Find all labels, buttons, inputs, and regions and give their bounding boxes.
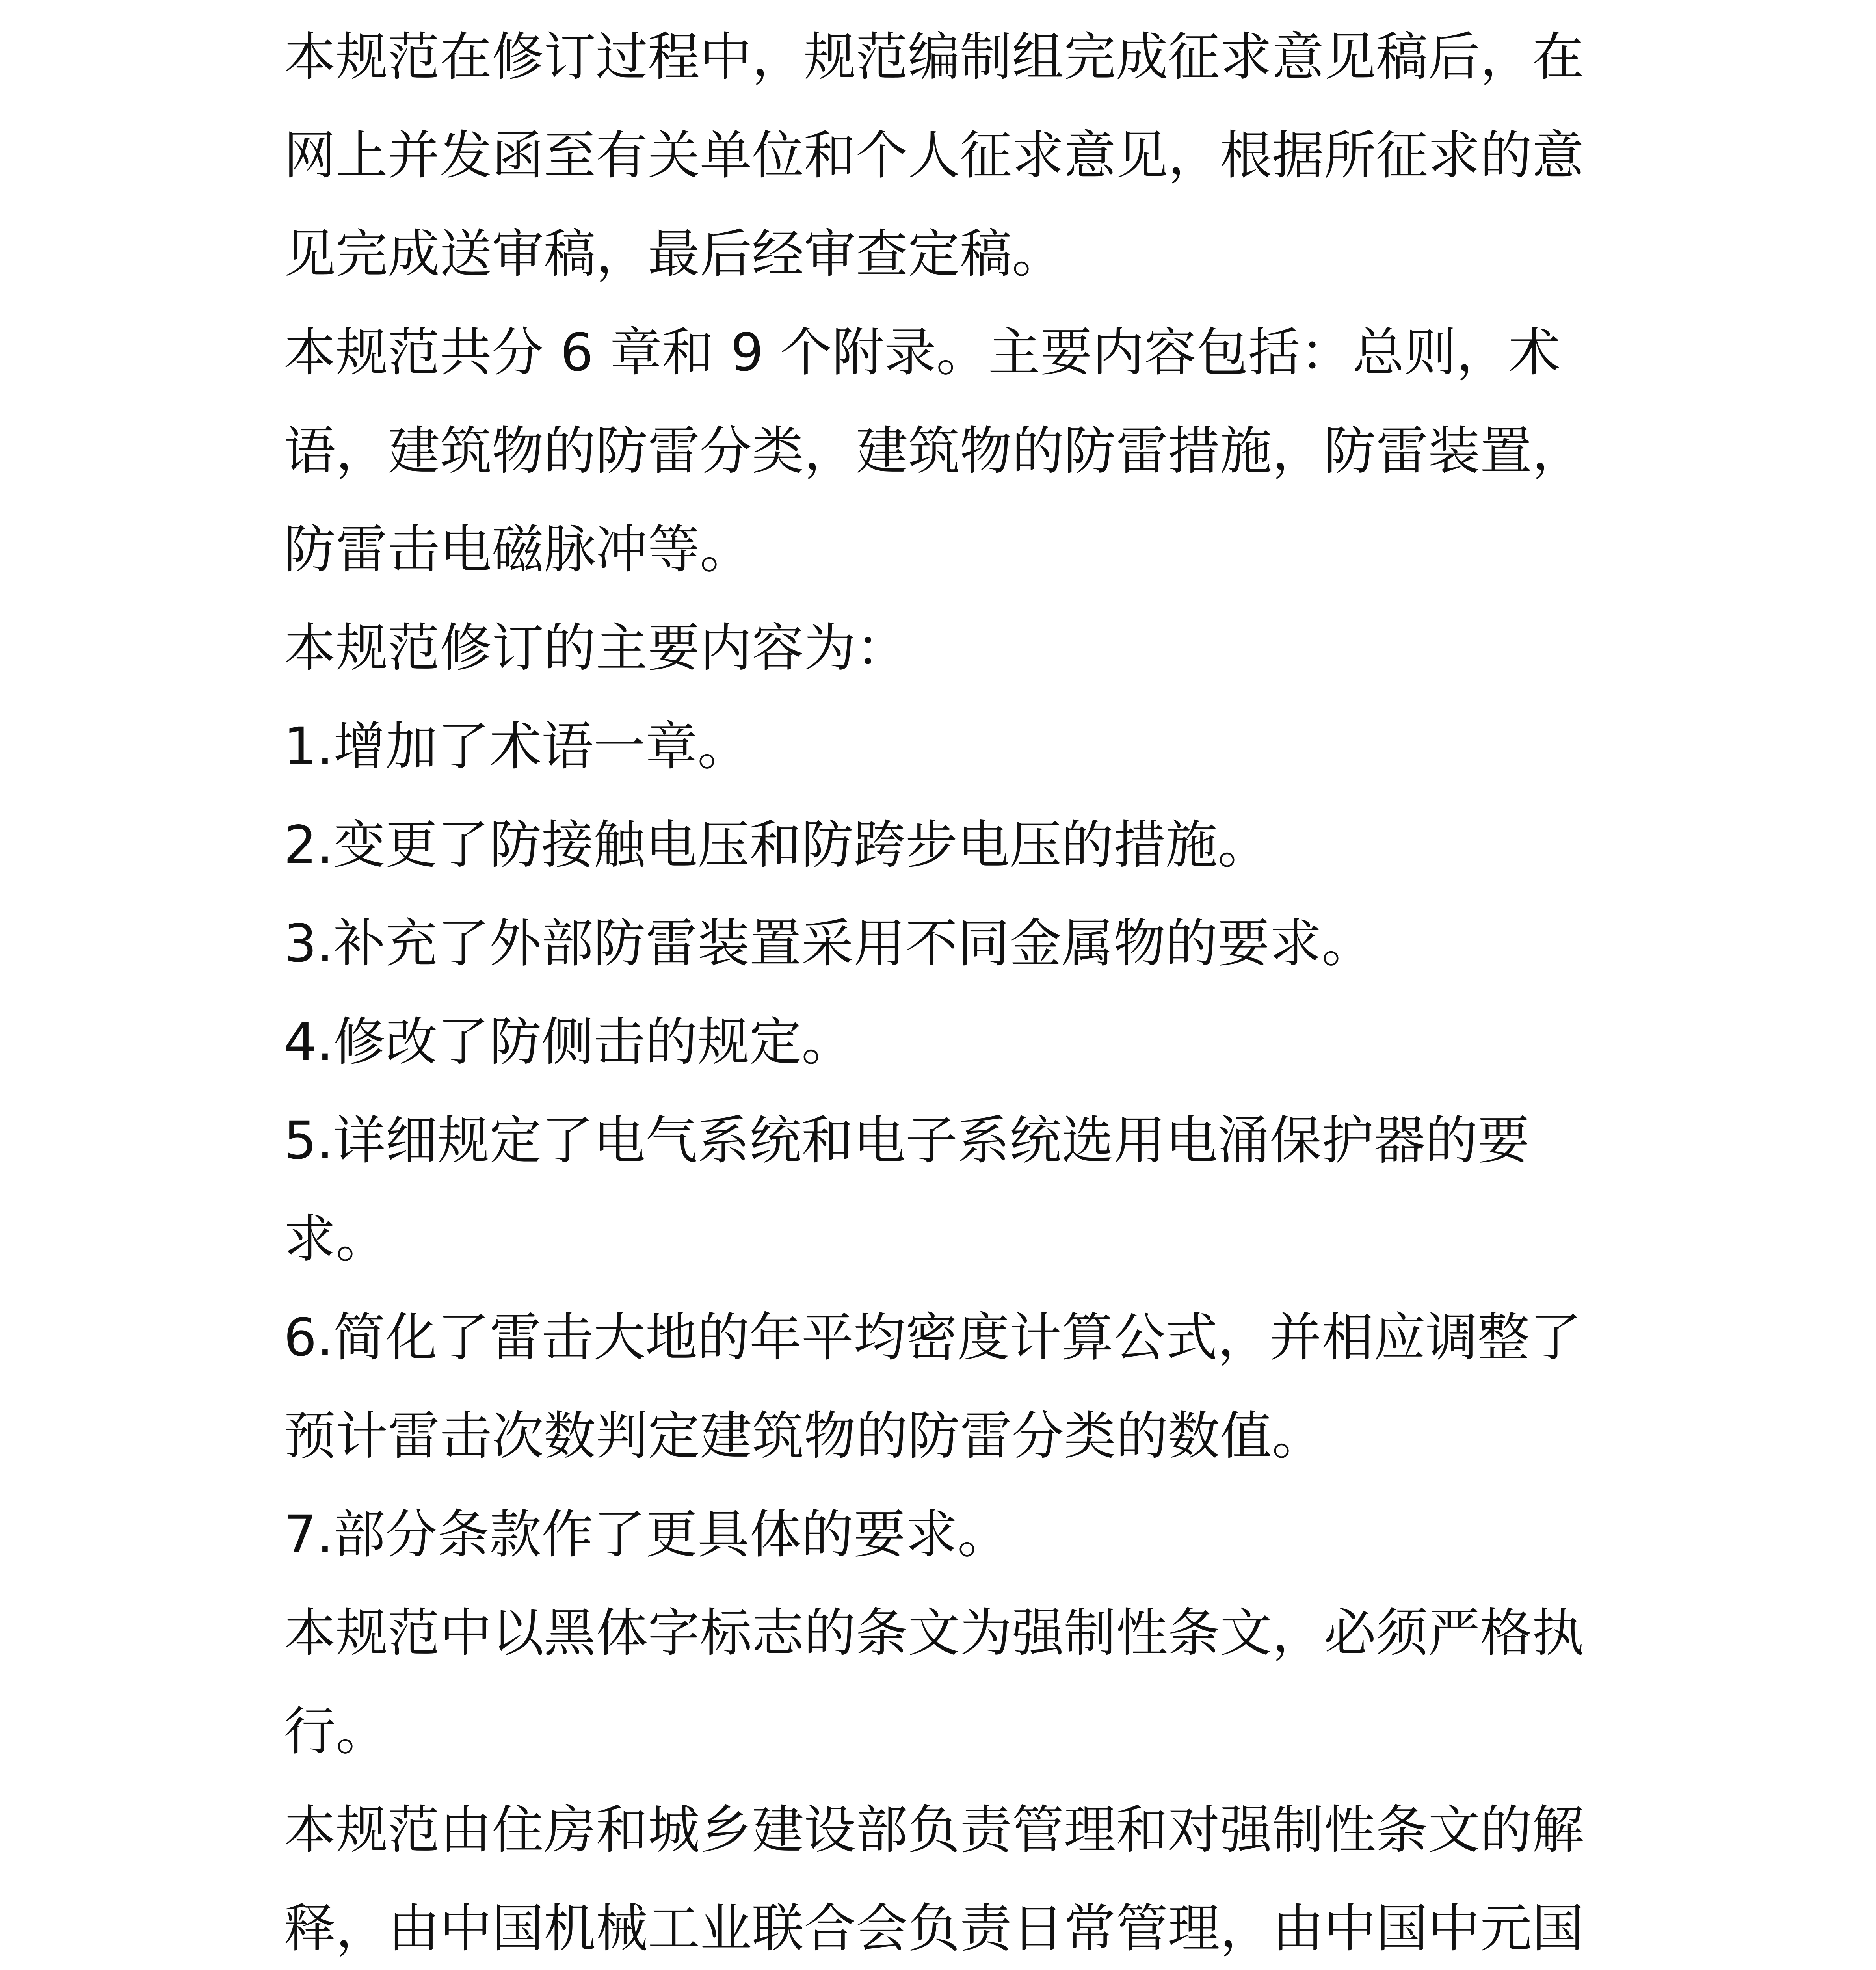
list-item-3: 3.补充了外部防雷装置采用不同金属物的要求。	[284, 913, 1374, 974]
list-item-4: 4.修改了防侧击的规定。	[284, 1012, 853, 1072]
list-item-5: 5.详细规定了电气系统和电子系统选用电涌保护器的要求。	[284, 1110, 1530, 1269]
list-item-1: 1.增加了术语一章。	[284, 716, 749, 777]
paragraph-contents-summary: 本规范共分 6 章和 9 个附录。主要内容包括：总则，术语，建筑物的防雷分类，建筑物的防雷措施，防雷装置，防雷击电磁脉冲等。	[284, 322, 1584, 580]
paragraph-management: 本规范由住房和城乡建设部负责管理和对强制性条文的解释，由中国机械工业联合会负责日常管理，由中国中元国	[284, 1800, 1584, 1959]
paragraph-mandatory-clauses: 本规范中以黑体字标志的条文为强制性条文，必须严格执行。	[284, 1603, 1584, 1762]
list-item-6: 6.简化了雷击大地的年平均密度计算公式，并相应调整了预计雷击次数判定建筑物的防雷分类的数值。	[284, 1307, 1582, 1466]
paragraph-revision-process: 本规范在修订过程中，规范编制组完成征求意见稿后，在网上并发函至有关单位和个人征求意见，根据所征求的意见完成送审稿，最后经审查定稿。	[284, 27, 1584, 284]
list-item-7: 7.部分条款作了更具体的要求。	[284, 1504, 1010, 1565]
document-body	[284, 8, 1600, 1970]
list-item-2: 2.变更了防接触电压和防跨步电压的措施。	[284, 815, 1270, 875]
paragraph-revision-intro: 本规范修订的主要内容为：	[284, 618, 908, 678]
